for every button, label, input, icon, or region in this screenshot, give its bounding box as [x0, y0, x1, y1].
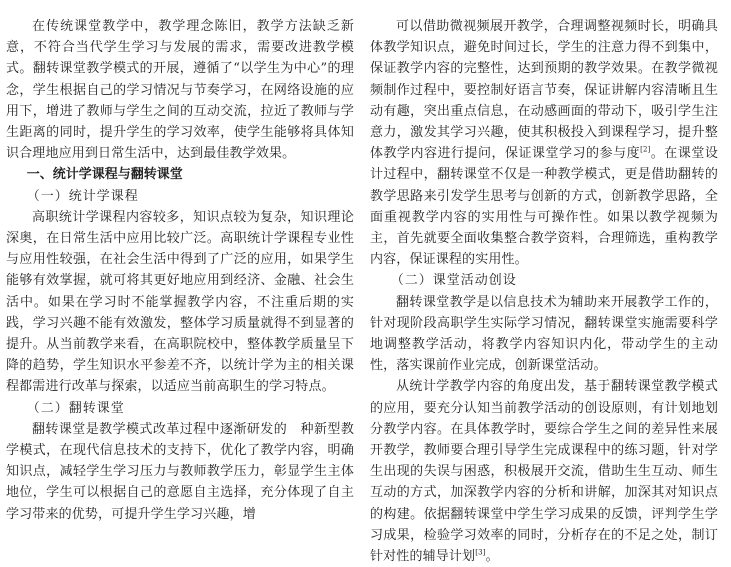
content-paragraph	[370, 376, 718, 567]
content-paragraph-end: 。	[485, 549, 499, 565]
left-column	[6, 16, 354, 525]
citation-2: [2]	[640, 145, 651, 154]
video-paragraph-text: 可以借助微视频展开教学，合理调整视频时长，明确具体教学知识点，避免时间过长，学生的注意力得不到集中，保证教学内容的完整性，达到预期的教学效果。在教学微视频制作过程中，要控制好语言节奏，保证讲解内容清晰且生动有趣，突出重点信息，在动感画面的带动下，吸引学生注意力，激发其学习兴趣，使其积极投入到课程学习，提升整体教学内容进行提问，保证课堂学习的参与度	[370, 19, 718, 162]
statistics-paragraph: 高职统计学课程内容较多，知识点较为复杂，知识理论深奥，在日常生活中应用比较广泛。高职统计学课程专业性与应用性较强，在社会生活中得到了广泛的应用，如果学生能够有效掌握，就可将其更好地应用到经济、金融、社会生活中。如果在学习时不能掌握教学内容，不注重后期的实践，学习兴趣不能有效激发，整体学习质量就得不到显著的提升。从当前教学来看，在高职院校中，整体教学质量呈下降的趋势，学生知识水平参差不齐，以统计学为主的相关课程都需进行改革与探索，以适应当前高职生的学习特点。	[6, 209, 354, 395]
video-paragraph	[370, 16, 718, 270]
activity-paragraph: 翻转课堂教学是以信息技术为辅助来开展教学工作的，针对现阶段高职学生实际学习情况，翻转课堂实施需要科学地调整教学活动，将教学内容知识内化，带动学生的主动性，落实课前作业完成，创新课堂活动。	[370, 294, 718, 374]
flipped-paragraph: 翻转课堂是教学模式改革过程中逐渐研发的 种新型教学模式，在现代信息技术的支持下，优化了教学内容，明确知识点，减轻学生学习压力与教师教学压力，彰显学生主体地位，学生可以根据自己的意愿自主选择，充分体现了自主学习带来的优势，可提升学生学习兴趣，增	[6, 421, 354, 522]
right-column	[370, 16, 718, 567]
citation-3: [3]	[475, 548, 486, 557]
subsection-heading-activity: （二）课堂活动创设	[390, 273, 517, 289]
video-paragraph-text-cont: 。在课堂设计过程中，翻转课堂不仅是一种教学模式，更是借助翻转的教学思路来引发学生思考与创新的方式，创新教学思路，全面重视教学内容的实用性与可操作性。如果以教学视频为主，首先就要全面收集整合教学资料，合理筛选，重构教学内容，保证课程的实用性。	[370, 146, 718, 268]
subsection-heading-flipped: （二）翻转课堂	[26, 400, 125, 416]
intro-paragraph: 在传统课堂教学中，教学理念陈旧，教学方法缺乏新意，不符合当代学生学习与发展的需求，需要改进教学模式。翻转课堂教学模式的开展，遵循了“以学生为中心”的理念，学生根据自己的学习情况与节奏学习，在网络设施的应用下，增进了教师与学生之间的互动交流，拉近了教师与学生距离的同时，提升学生的学习效率，使学生能够将具体知识合理地应用到日常生活中，达到最佳教学效果。	[6, 19, 354, 162]
section-heading: 一、统计学课程与翻转课堂	[26, 167, 183, 183]
content-paragraph-text: 从统计学教学内容的角度出发，基于翻转课堂教学模式的应用，要充分认知当前教学活动的创设原则，有计划地划分教学内容。在具体教学时，要综合学生之间的差异性来展开教学，教师要合理引导学生完成课程中的练习题，针对学生出现的失误与困惑，积极展开交流，借助生生互动、师生互动的方式，加深教学内容的分析和讲解，加深其对知识点的构建。依据翻转课堂中学生学习成果的反馈，评判学生学习成果，检验学习效率的同时，分析存在的不足之处，制订针对性的辅导计划	[370, 379, 718, 565]
subsection-heading-statistics: （一）统计学课程	[26, 188, 139, 204]
